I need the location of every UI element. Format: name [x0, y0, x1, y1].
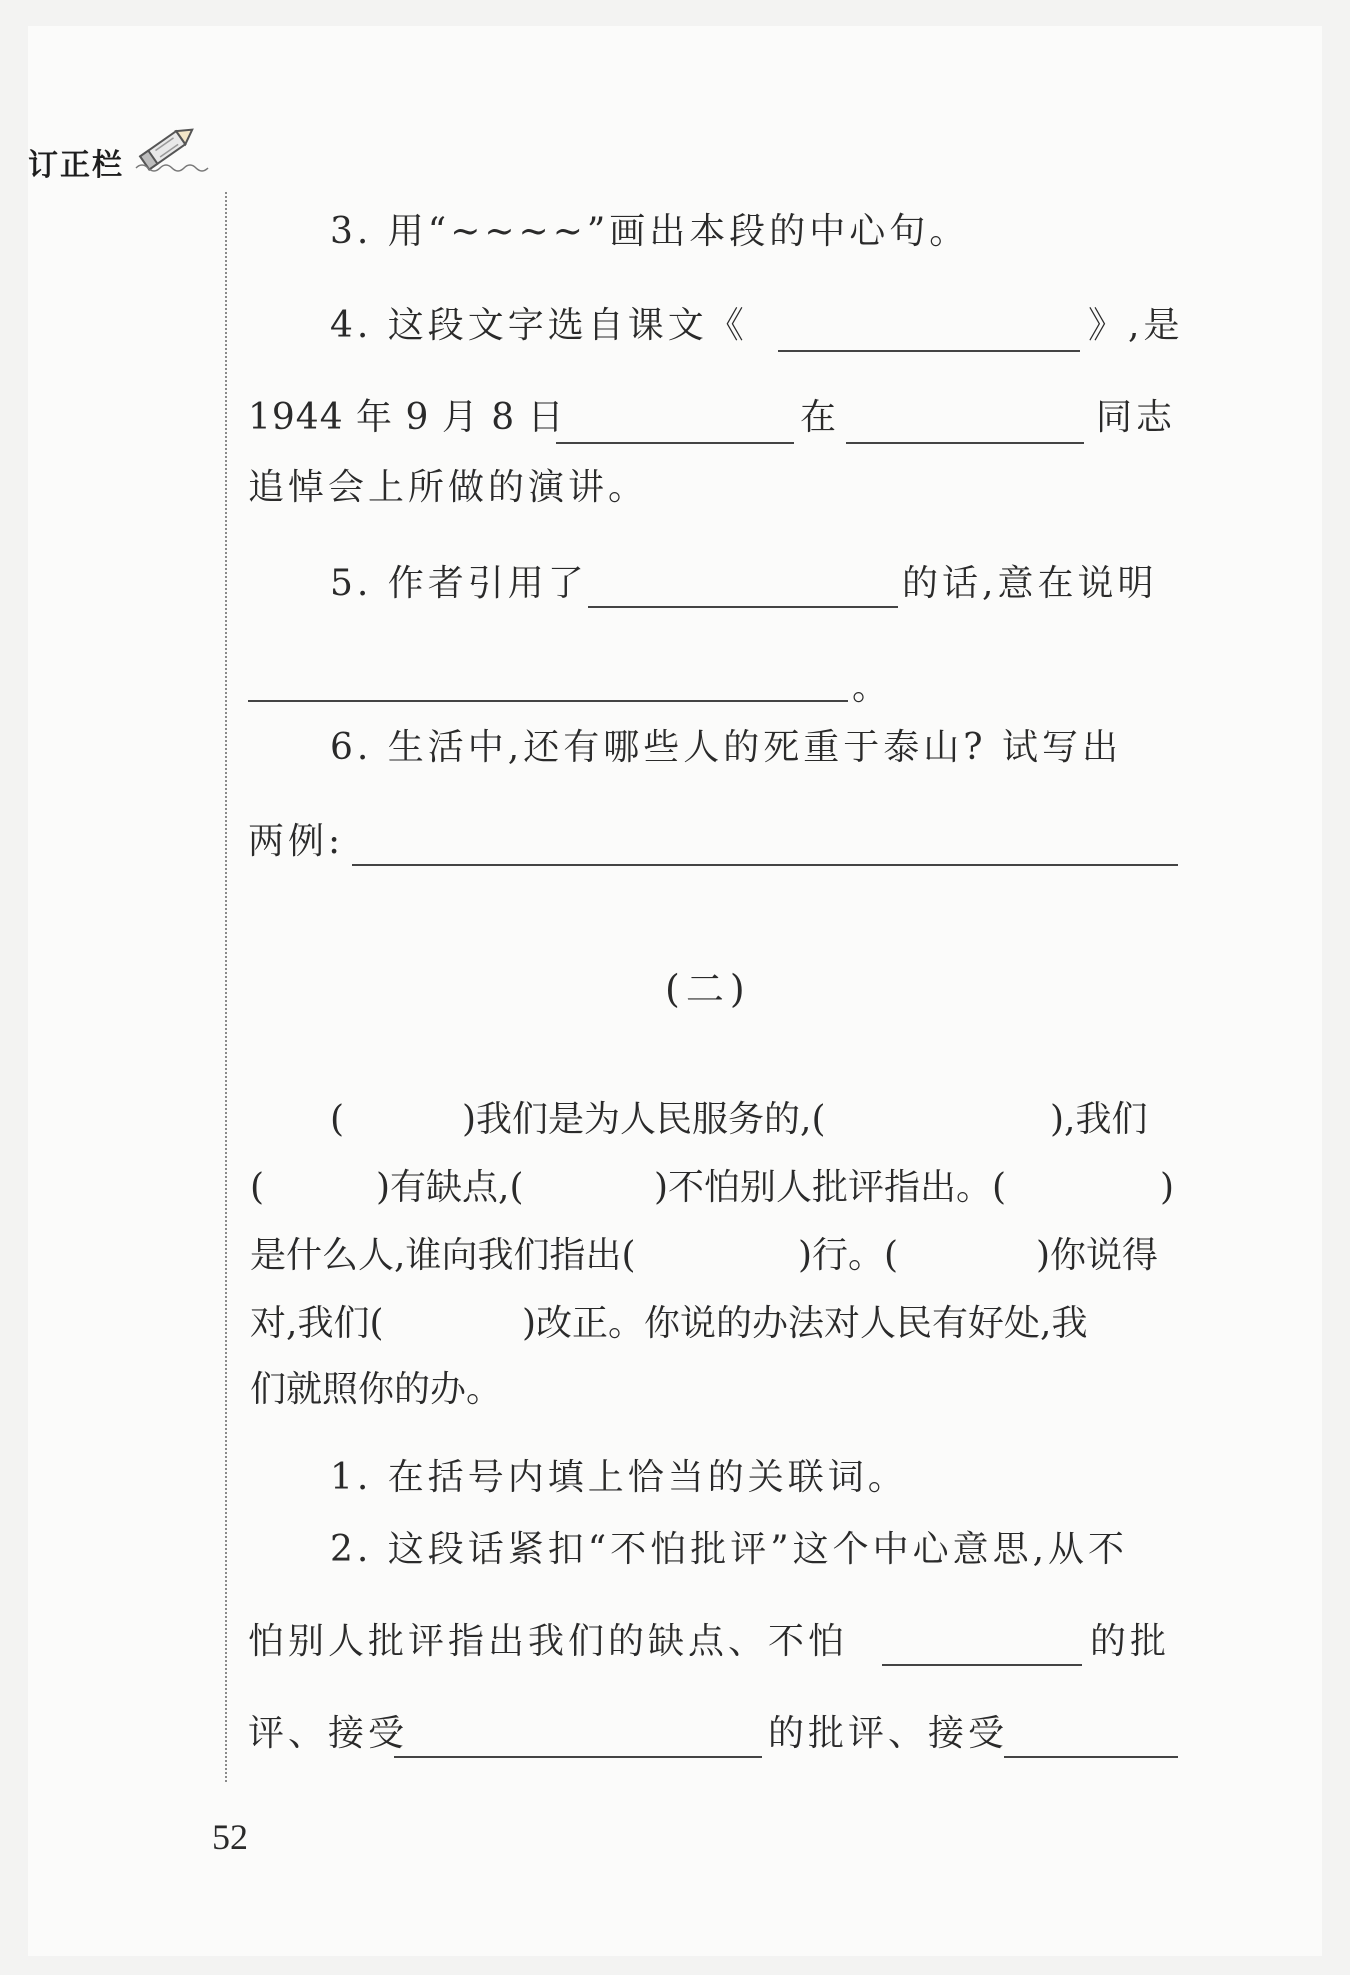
- passage-text: )不怕别人批评指出。(: [654, 1167, 1007, 1208]
- passage-text: )我们是为人民服务的,(: [462, 1099, 826, 1140]
- passage-text: ): [1160, 1167, 1175, 1208]
- margin-divider: [225, 192, 227, 1782]
- passage-text: 们就照你的办。: [250, 1369, 503, 1410]
- blank-speaker[interactable]: [556, 442, 794, 444]
- passage-text: )有缺点,(: [376, 1167, 524, 1208]
- passage-text: (: [330, 1099, 345, 1140]
- passage-line-3: [250, 1234, 1178, 1278]
- question-2-2-line2-end: 的批: [1090, 1621, 1171, 1662]
- passage-text: 是什么人,谁向我们指出(: [250, 1235, 636, 1276]
- passage-line-5: [250, 1368, 1178, 1412]
- passage-text: 对,我们(: [250, 1303, 384, 1344]
- question-4-continuation: 追悼会上所做的演讲。: [248, 467, 649, 508]
- blank-criticism-1[interactable]: [882, 1664, 1082, 1666]
- passage-text: )你说得: [1036, 1235, 1159, 1276]
- question-4-text-end: 》,是: [1088, 305, 1184, 346]
- passage-text: )改正。你说的办法对人民有好处,我: [522, 1303, 1088, 1344]
- blank-meaning[interactable]: [248, 700, 848, 702]
- passage-line-4: [250, 1302, 1178, 1346]
- passage-text: (: [250, 1167, 265, 1208]
- blank-criticism-2[interactable]: [394, 1756, 762, 1758]
- correction-column-title: 订正栏: [28, 148, 124, 183]
- passage-text: ),我们: [1050, 1099, 1148, 1140]
- question-4-date: 1944 年 9 月 8 日: [248, 397, 565, 438]
- blank-lesson-title[interactable]: [778, 350, 1080, 352]
- question-2-2-line2: 怕别人批评指出我们的缺点、不怕: [248, 1621, 849, 1662]
- question-4-comrade: 同志: [1096, 397, 1177, 438]
- passage-text: )行。(: [798, 1235, 899, 1276]
- question-2-2-line3-mid: 的批评、接受: [768, 1713, 1009, 1754]
- pencil-icon: [126, 118, 216, 174]
- section-heading: (二): [665, 967, 751, 1011]
- question-5-period: 。: [852, 667, 893, 708]
- blank-criticism-3[interactable]: [1004, 1756, 1178, 1758]
- question-2-2-line3: 评、接受: [248, 1713, 409, 1754]
- blank-examples[interactable]: [352, 864, 1178, 866]
- question-3: 3. 用“~~~~”画出本段的中心句。: [330, 211, 970, 252]
- page-number: 52: [212, 1817, 248, 1857]
- passage-line-2: [250, 1166, 1178, 1210]
- question-5-text-end: 的话,意在说明: [902, 563, 1158, 604]
- question-5-text: 5. 作者引用了: [330, 563, 588, 604]
- question-6-text: 6. 生活中,还有哪些人的死重于泰山? 试写出: [330, 727, 1122, 768]
- blank-comrade-name[interactable]: [846, 442, 1084, 444]
- question-4-text: 4. 这段文字选自课文《: [330, 305, 748, 346]
- blank-quoted-person[interactable]: [588, 606, 898, 608]
- question-2-1: 1. 在括号内填上恰当的关联词。: [330, 1457, 908, 1498]
- passage-line-1: [250, 1098, 1178, 1142]
- question-6-label: 两例:: [248, 821, 345, 862]
- question-2-2: 2. 这段话紧扣“不怕批评”这个中心意思,从不: [330, 1529, 1129, 1570]
- question-4-at: 在: [800, 397, 841, 438]
